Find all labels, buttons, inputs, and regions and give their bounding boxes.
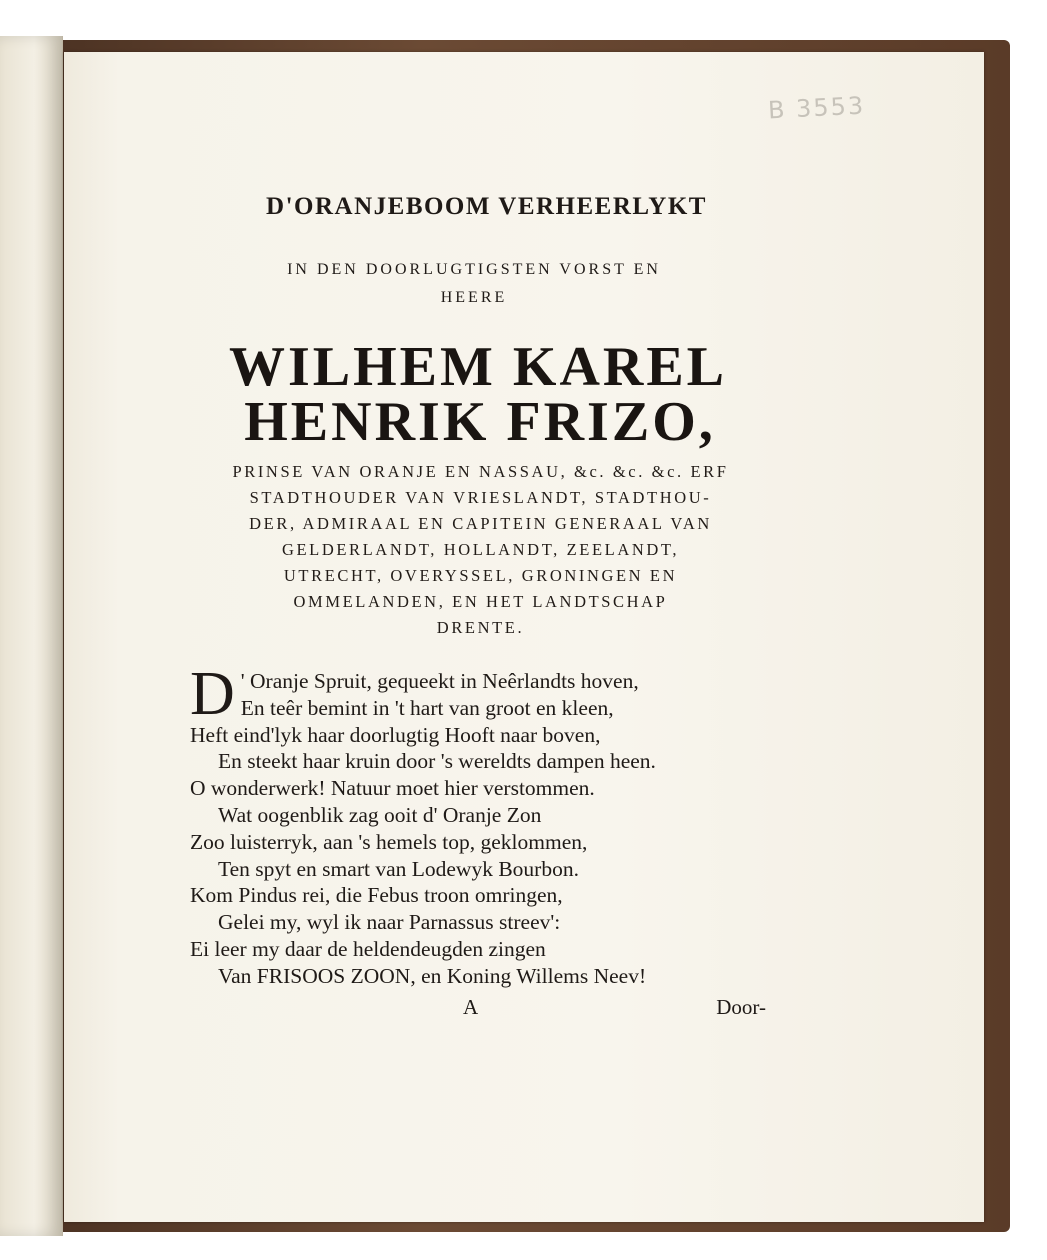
poem-line: ' Oranje Spruit, gequeekt in Neêrlandts hoven,	[240, 669, 639, 693]
poem-line: Ei leer my daar de heldendeugden zingen	[190, 936, 546, 961]
page-title: D'ORANJEBOOM VERHEERLYKT	[266, 193, 707, 220]
poem-line: Ten spyt en smart van Lodewyk Bourbon.	[218, 856, 579, 881]
poem	[190, 660, 790, 990]
prince-name-line-1: WILHEM KAREL	[228, 336, 728, 398]
titles-line: PRINSE VAN ORANJE EN NASSAU, &c. &c. &c. ERF	[232, 462, 729, 481]
titles-line: DER, ADMIRAAL EN CAPITEIN GENERAAL VAN	[249, 514, 712, 533]
titles-line: OMMELANDEN, EN HET LANDTSCHAP	[293, 592, 668, 611]
poem-line: Gelei my, wyl ik naar Parnassus streev':	[218, 910, 561, 935]
subtitle	[224, 256, 724, 312]
poem-line: Zoo luisterryk, aan 's hemels top, geklommen,	[190, 829, 588, 854]
poem-line: Kom Pindus rei, die Febus troon omringen,	[190, 883, 563, 908]
prince-name-line-2: HENRIK FRIZO,	[244, 391, 716, 453]
catchword: Door-	[716, 995, 766, 1019]
signature-mark: A	[463, 995, 479, 1019]
prince-titles	[188, 459, 773, 641]
poem-line: Heft eind'lyk haar doorlugtig Hooft naar boven,	[190, 722, 601, 747]
pencil-shelfmark: B 3553	[767, 91, 866, 125]
left-page-edge	[0, 36, 63, 1236]
poem-line: O wonderwerk! Natuur moet hier verstommen.	[190, 776, 595, 801]
titles-line: DRENTE.	[436, 618, 525, 637]
subtitle-line: HEERE	[440, 289, 508, 306]
poem-line: En steekt haar kruin door 's wereldts dampen heen.	[218, 749, 656, 774]
titles-line: STADTHOUDER VAN VRIESLANDT, STADTHOU-	[249, 488, 712, 507]
titles-line: UTRECHT, OVERYSSEL, GRONINGEN EN	[283, 566, 678, 585]
drop-cap: D	[190, 660, 235, 728]
poem-line: En teêr bemint in 't hart van groot en kleen,	[240, 695, 614, 720]
titles-line: GELDERLANDT, HOLLANDT, ZEELANDT,	[281, 540, 680, 559]
poem-line: Wat oogenblik zag ooit d' Oranje Zon	[218, 802, 542, 827]
subtitle-line: IN DEN DOORLUGTIGSTEN VORST EN	[287, 261, 661, 278]
poem-line: Van FRISOOS ZOON, en Koning Willems Neev!	[218, 963, 647, 988]
